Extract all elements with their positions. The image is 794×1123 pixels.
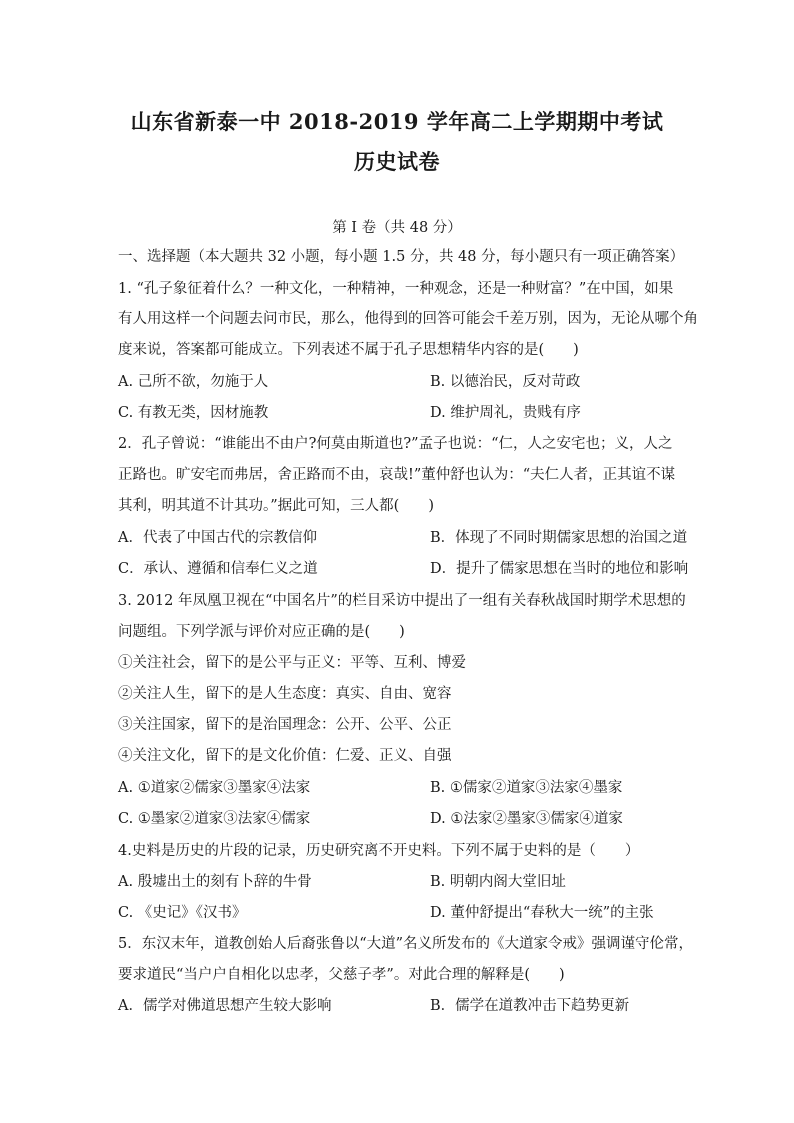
q1-option-c: C. 有教无类，因材施教 xyxy=(118,405,269,421)
q1-option-d: D. 维护周礼，贵贱有序 xyxy=(430,405,581,421)
q2-stem-line: 其利，明其道不计其功。”据此可知，三人都( ) xyxy=(118,498,434,514)
q3-item: ②关注人生，留下的是人生态度：真实、自由、宽容 xyxy=(118,686,452,702)
q3-stem-line: 3. 2012 年凤凰卫视在“中国名片”的栏目采访中提出了一组有关春秋战国时期学术思想的 xyxy=(118,593,686,609)
q2-option-d: D．提升了儒家思想在当时的地位和影响 xyxy=(430,561,689,577)
q4-option-d: D. 董仲舒提出“春秋大一统”的主张 xyxy=(430,905,654,921)
q3-stem-line: 问题组。下列学派与评价对应正确的是( ) xyxy=(118,624,405,640)
q2-stem-line: 正路也。旷安宅而弗居，舍正路而不由，哀哉!”董仲舒也认为：“夫仁人者，正其谊不谋 xyxy=(118,467,676,483)
q3-item: ③关注国家，留下的是治国理念：公开、公平、公正 xyxy=(118,717,452,733)
q1-stem-line: 1. “孔子象征着什么？一种文化，一种精神，一种观念，还是一种财富？”在中国，如果 xyxy=(118,281,674,297)
q1-stem-line: 度来说，答案都可能成立。下列表述不属于孔子思想精华内容的是( ) xyxy=(118,342,579,358)
q3-item: ①关注社会，留下的是公平与正义：平等、互利、博爱 xyxy=(118,655,466,671)
q4-option-b: B. 明朝内阁大堂旧址 xyxy=(430,874,566,890)
q1-option-b: B. 以德治民，反对苛政 xyxy=(430,374,581,390)
q5-stem-line: 5．东汉末年，道教创始人后裔张鲁以“大道”名义所发布的《大道家令戒》强调谨守伦常， xyxy=(118,936,694,952)
q1-option-a: A. 己所不欲，勿施于人 xyxy=(118,374,269,390)
q4-stem-line: 4.史料是历史的片段的记录，历史研究离不开史料。下列不属于史料的是（ ） xyxy=(118,843,640,859)
q2-option-b: B．体现了不同时期儒家思想的治国之道 xyxy=(430,530,688,546)
q5-stem-line: 要求道民“当户户自相化以忠孝，父慈子孝”。对此合理的解释是( ) xyxy=(118,967,565,983)
q5-option-a: A．儒学对佛道思想产生较大影响 xyxy=(118,998,332,1014)
q1-stem-line: 有人用这样一个问题去问市民，那么，他得到的回答可能会千差万别，因为，无论从哪个角 xyxy=(118,311,698,327)
q5-option-b: B．儒学在道教冲击下趋势更新 xyxy=(430,998,630,1014)
q3-option-c: C. ①墨家②道家③法家④儒家 xyxy=(118,811,311,827)
q2-option-a: A．代表了中国古代的宗教信仰 xyxy=(118,530,317,546)
exam-title: 山东省新泰一中 2018-2019 学年高二上学期期中考试 xyxy=(130,109,664,134)
q3-option-a: A. ①道家②儒家③墨家④法家 xyxy=(118,780,311,796)
section-label: 第 I 卷（共 48 分） xyxy=(332,220,462,236)
exam-subtitle: 历史试卷 xyxy=(354,149,440,174)
q3-option-b: B. ①儒家②道家③法家④墨家 xyxy=(430,780,623,796)
q3-item: ④关注文化，留下的是文化价值：仁爱、正义、自强 xyxy=(118,748,452,764)
q4-option-a: A. 殷墟出土的刻有卜辞的牛骨 xyxy=(118,874,312,890)
section-instructions: 一、选择题（本大题共 32 小题，每小题 1.5 分，共 48 分，每小题只有一项正确答案） xyxy=(118,249,685,265)
q2-stem-line: 2．孔子曾说：“谁能出不由户?何莫由斯道也?”孟子也说：“仁，人之安宅也；义，人之 xyxy=(118,436,673,452)
q4-option-c: C. 《史记》《汉书》 xyxy=(118,905,247,921)
q3-option-d: D. ①法家②墨家③儒家④道家 xyxy=(430,811,623,827)
q2-option-c: C．承认、遵循和信奉仁义之道 xyxy=(118,561,318,577)
